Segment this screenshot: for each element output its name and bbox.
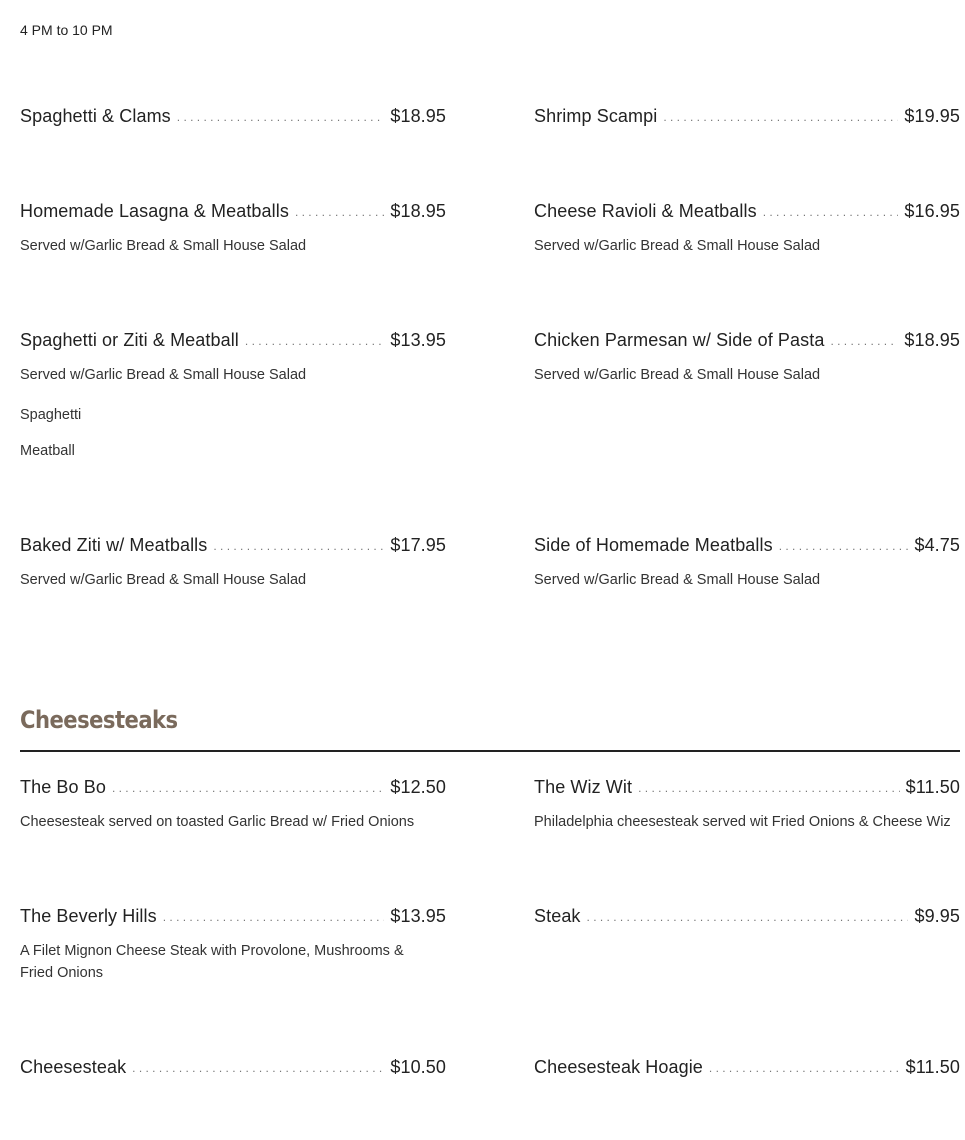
item-name: Cheesesteak Hoagie <box>534 1057 703 1077</box>
item-description: Served w/Garlic Bread & Small House Salad <box>20 572 307 588</box>
menu-item <box>20 533 446 591</box>
menu-item <box>534 199 960 257</box>
leader-dots <box>779 540 909 552</box>
section-title: Cheesesteaks <box>20 706 178 734</box>
item-description: Served w/Garlic Bread & Small House Salad <box>534 572 821 588</box>
item-price: $16.95 <box>904 201 960 221</box>
leader-dots <box>112 782 384 794</box>
item-name: Homemade Lasagna & Meatballs <box>20 201 289 221</box>
item-description: Philadelphia cheesesteak served wit Fried Onions & Cheese Wiz <box>534 814 951 830</box>
item-description: Served w/Garlic Bread & Small House Salad <box>534 367 821 383</box>
leader-dots <box>830 335 898 347</box>
leader-dots <box>132 1062 384 1074</box>
item-name: Cheesesteak <box>20 1057 127 1077</box>
item-price: $18.95 <box>390 106 446 126</box>
section-divider <box>20 750 960 752</box>
item-description: A Filet Mignon Cheese Steak with Provolone, Mushrooms & Fried Onions <box>20 943 404 981</box>
item-description: Served w/Garlic Bread & Small House Salad <box>534 238 821 254</box>
item-price: $9.95 <box>914 906 960 926</box>
item-name: Side of Homemade Meatballs <box>534 535 773 555</box>
menu-item <box>20 199 446 257</box>
item-price: $18.95 <box>904 330 960 350</box>
menu-item <box>20 904 446 984</box>
item-name: Baked Ziti w/ Meatballs <box>20 535 208 555</box>
menu-item <box>534 328 960 386</box>
menu-item <box>534 775 960 833</box>
item-price: $10.50 <box>390 1057 446 1077</box>
item-name: The Bo Bo <box>20 777 106 797</box>
menu-item <box>20 104 446 128</box>
item-description: Cheesesteak served on toasted Garlic Bread w/ Fried Onions <box>20 814 415 830</box>
menu-item <box>20 775 446 833</box>
item-option: Spaghetti <box>20 407 82 423</box>
leader-dots <box>177 111 385 123</box>
hours-text: 4 PM to 10 PM <box>20 22 113 38</box>
leader-dots <box>663 111 898 123</box>
item-price: $17.95 <box>390 535 446 555</box>
item-price: $12.50 <box>390 777 446 797</box>
leader-dots <box>163 911 385 923</box>
item-price: $19.95 <box>904 106 960 126</box>
item-price: $13.95 <box>390 906 446 926</box>
item-name: The Beverly Hills <box>20 906 157 926</box>
item-name: The Wiz Wit <box>534 777 633 797</box>
item-price: $13.95 <box>390 330 446 350</box>
leader-dots <box>245 335 384 347</box>
item-description: Served w/Garlic Bread & Small House Salad <box>20 238 307 254</box>
leader-dots <box>763 206 899 218</box>
menu-item <box>534 533 960 591</box>
item-price: $11.50 <box>905 777 960 797</box>
item-name: Chicken Parmesan w/ Side of Pasta <box>534 330 825 350</box>
item-price: $18.95 <box>390 201 446 221</box>
leader-dots <box>587 911 909 923</box>
menu-item <box>534 904 960 928</box>
menu-item <box>20 1055 446 1079</box>
item-name: Spaghetti & Clams <box>20 106 171 126</box>
leader-dots <box>295 206 384 218</box>
item-name: Shrimp Scampi <box>534 106 658 126</box>
item-price: $11.50 <box>905 1057 960 1077</box>
item-price: $4.75 <box>914 535 960 555</box>
menu-item <box>20 328 446 462</box>
menu-item <box>534 1055 960 1079</box>
item-name: Cheese Ravioli & Meatballs <box>534 201 757 221</box>
item-name: Spaghetti or Ziti & Meatball <box>20 330 239 350</box>
leader-dots <box>213 540 384 552</box>
menu-item <box>534 104 960 128</box>
item-description: Served w/Garlic Bread & Small House Salad <box>20 367 307 383</box>
leader-dots <box>709 1062 900 1074</box>
item-name: Steak <box>534 906 581 926</box>
leader-dots <box>638 782 900 794</box>
item-option: Meatball <box>20 443 75 459</box>
